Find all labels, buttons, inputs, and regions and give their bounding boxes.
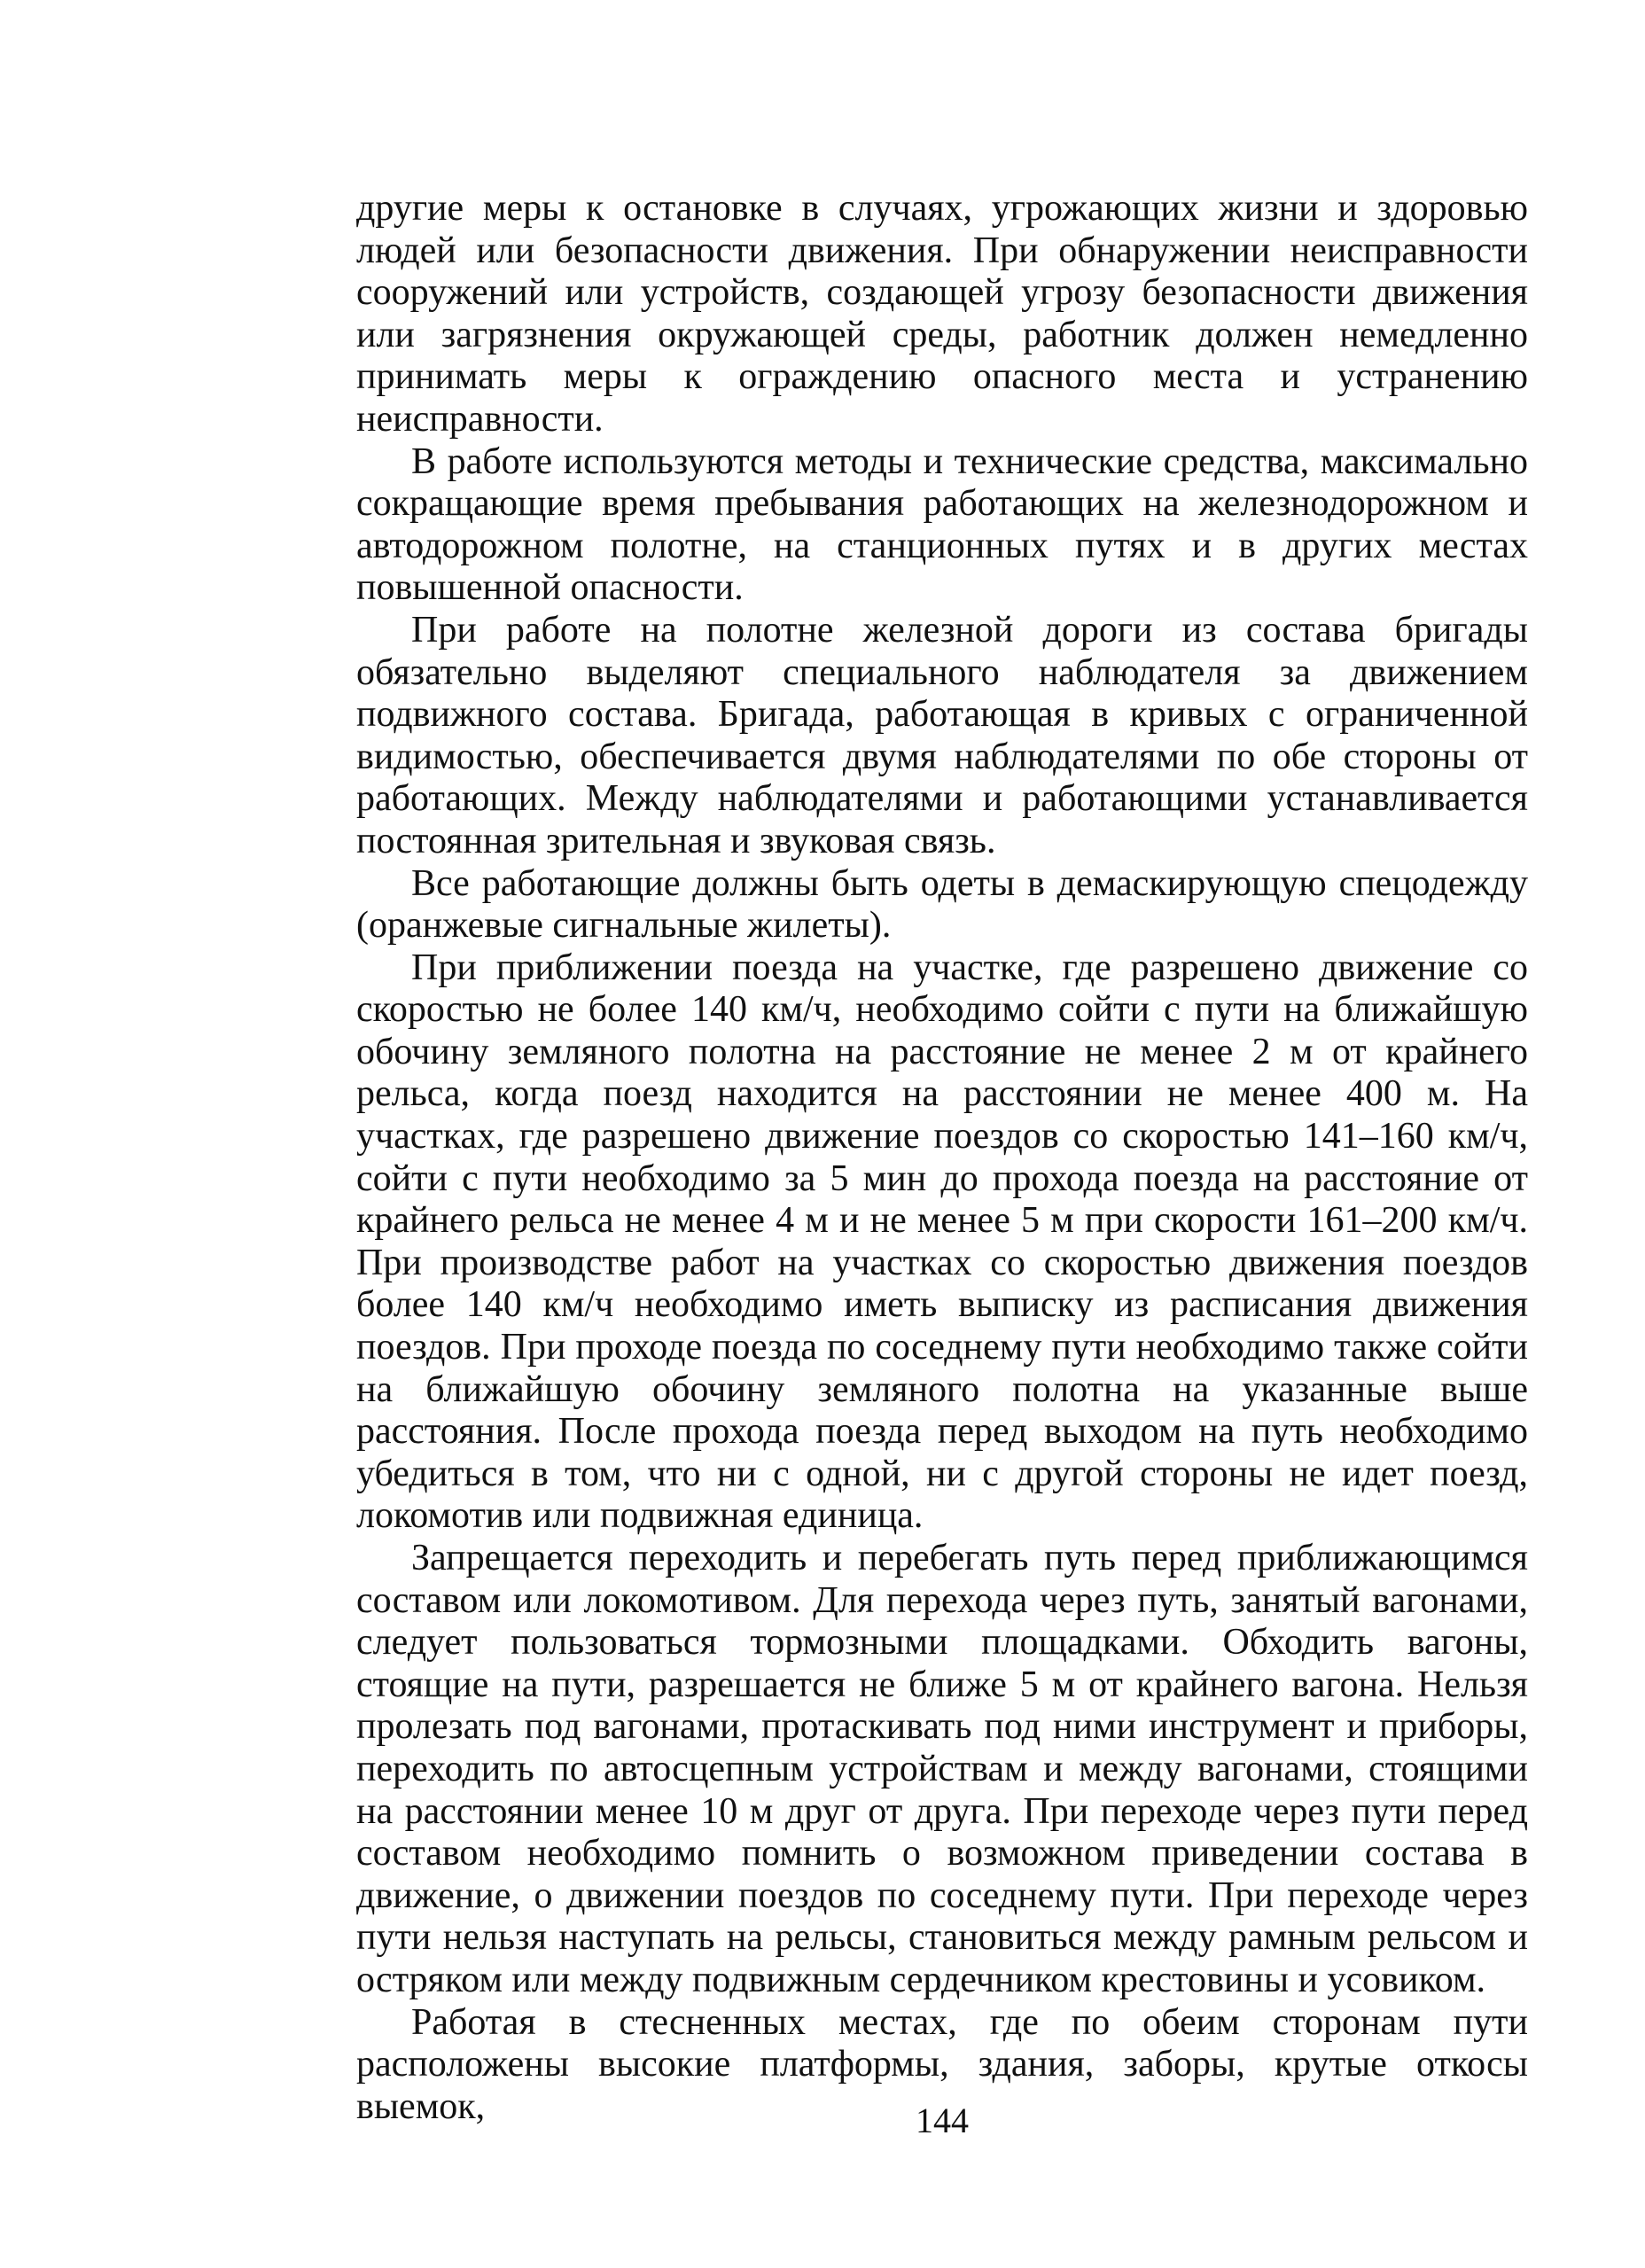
paragraph: Работая в стесненных местах, где по обеим сторонам пути расположены высокие платформы, здания, заборы, крутые откосы выемок, (356, 2001, 1528, 2127)
body-text (356, 188, 1528, 2128)
paragraph: Запрещается переходить и перебегать путь перед приближающимся составом или локомотивом. Для перехода через путь, занятый вагонами, следует пользоваться тормозными площадками. Обходить вагоны, стоящие на пути, разрешается не ближе 5 м от крайнего вагона. Нельзя пролезать под вагонами, протаскивать под ними инструмент и приборы, переходить по автосцепным устройствам и между вагонами, стоящими на расстоянии менее 10 м друг от друга. При переходе через пути перед составом необходимо помнить о возможном приведении состава в движение, о движении поездов по соседнему пути. При переходе через пути нельзя наступать на рельсы, становиться между рамным рельсом и остряком или между подвижным сердечником крестовины и усовиком. (356, 1538, 1528, 2000)
paragraph: При работе на полотне железной дороги из состава бригады обязательно выделяют специального наблюдателя за движением подвижного состава. Бригада, работающая в кривых с ограниченной видимостью, обеспечивается двумя наблюдателями по обе стороны от работающих. Между наблюдателями и работающими устанавливается постоянная зрительная и звуковая связь. (356, 609, 1528, 861)
paragraph: При приближении поезда на участке, где разрешено движение со скоростью не более 140 км/ч, необходимо сойти с пути на ближайшую обочину земляного полотна на расстояние не менее 2 м от крайнего рельса, когда поезд находится на расстоянии не менее 400 м. На участках, где разрешено движение поездов со скоростью 141–160 км/ч, сойти с пути необходимо за 5 мин до прохода поезда на расстояние от крайнего рельса не менее 4 м и не менее 5 м при скорости 161–200 км/ч. При производстве работ на участках со скоростью движения поездов более 140 км/ч необходимо иметь выписку из расписания движения поездов. При проходе поезда по соседнему пути необходимо также сойти на ближайшую обочину земляного полотна на указанные выше расстояния. После прохода поезда перед выходом на путь необходимо убедиться в том, что ни с одной, ни с другой стороны не идет поезд, локомотив или подвижная единица. (356, 947, 1528, 1537)
paragraph: В работе используются методы и технические средства, максимально сокращающие время пребывания работающих на железнодорожном и автодорожном полотне, на станционных путях и в других местах повышенной опасности. (356, 440, 1528, 609)
page-number: 144 (916, 2100, 969, 2140)
paragraph: Все работающие должны быть одеты в демаскирующую спецодежду (оранжевые сигнальные жилеты). (356, 862, 1528, 947)
paragraph-continuation: другие меры к остановке в случаях, угрожающих жизни и здоровью людей или безопасности движения. При обнаружении неисправности сооружений или устройств, создающей угрозу безопасности движения или загрязнения окружающей среды, работник должен немедленно принимать меры к ограждению опасного места и устранению неисправности. (356, 188, 1528, 440)
